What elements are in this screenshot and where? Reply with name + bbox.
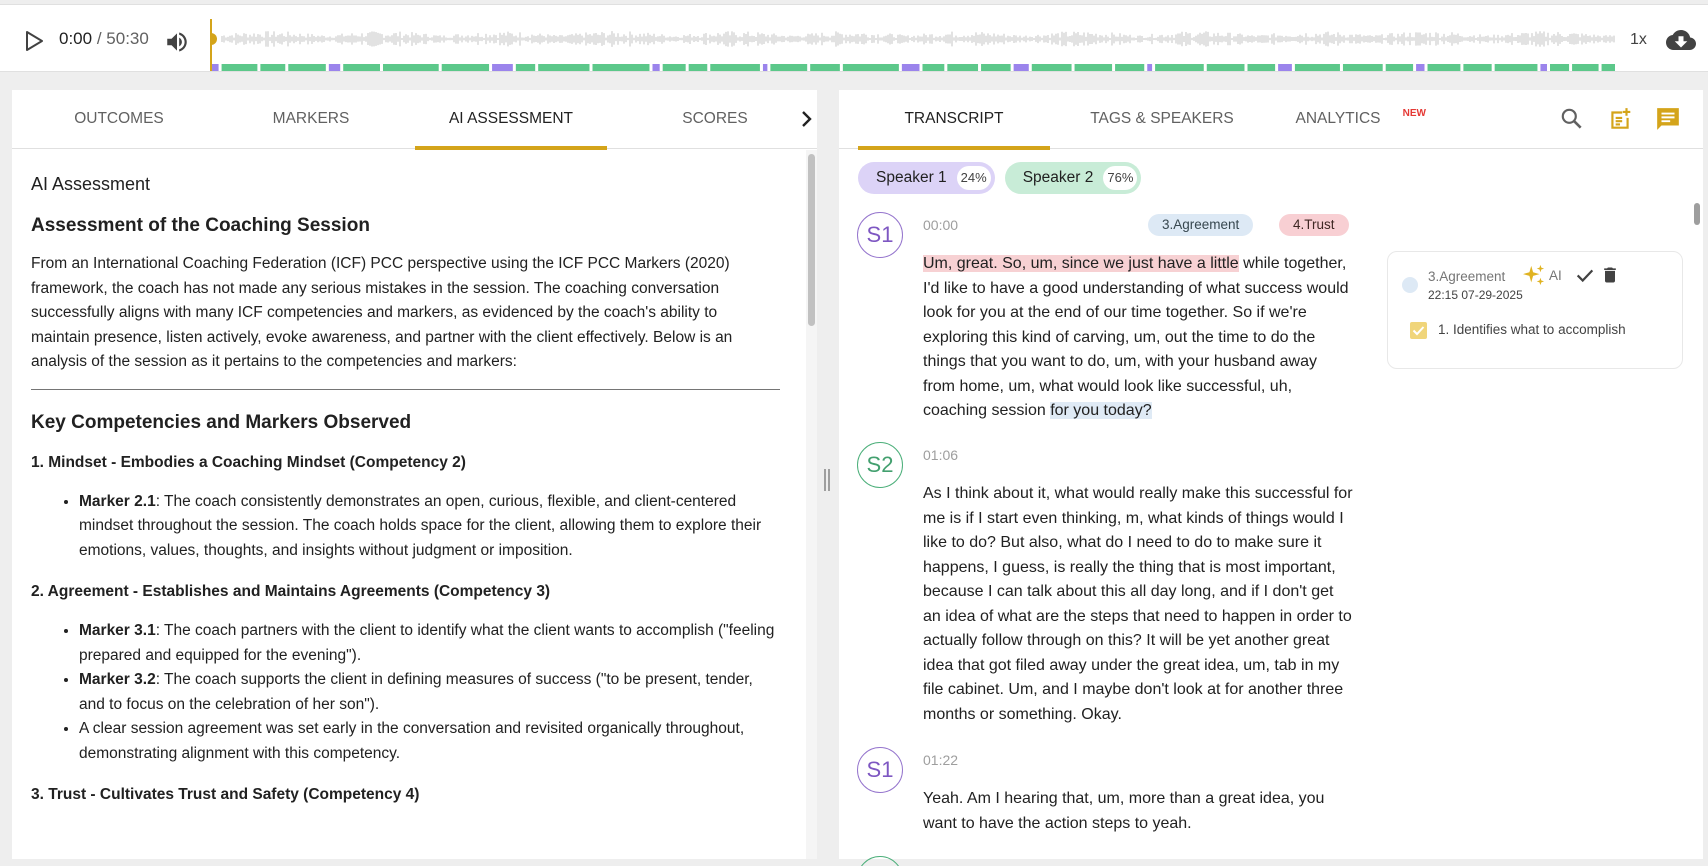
tabs-next-button[interactable]: [799, 108, 815, 135]
right-tabs: [839, 90, 1703, 149]
transcript-scrollbar[interactable]: [1692, 198, 1703, 859]
marker-id: Marker 3.2: [79, 671, 156, 688]
marker-label: 1. Identifies what to accomplish: [1438, 322, 1626, 337]
playback-speed-button[interactable]: 1x: [1630, 31, 1647, 48]
assessment-content: [12, 150, 806, 859]
speaker-chip-1[interactable]: [858, 162, 995, 194]
marker-text: : The coach partners with the client to identify what the client wants to accomplish ("feeling prepared and equipped for the evening").: [79, 622, 775, 664]
competency-heading: 1. Mindset - Embodies a Coaching Mindset (Competency 2): [31, 453, 466, 471]
tab-ai-assessment[interactable]: AI ASSESSMENT: [415, 90, 607, 149]
ai-label: AI: [1549, 267, 1562, 283]
annotation-card: [1387, 251, 1683, 369]
marker-item: [79, 490, 780, 564]
current-time: 0:00: [59, 29, 93, 48]
assessment-intro: From an International Coaching Federation (ICF) PCC perspective using the ICF PCC Markers (2020) framework, the coach has not made any serious mistakes in the session. The coaching conversation successfully aligns with many ICF competencies and markers, as evidenced by the coach's ability to maintain presence, listen actively, evoke awareness, and partner with the client effectively. Below is an analysis of the session as it pertains to the competencies and markers:: [31, 255, 733, 370]
timestamp[interactable]: 01:22: [923, 752, 959, 768]
utterance-text[interactable]: [923, 252, 1353, 424]
tagged-highlight[interactable]: for you today?: [1050, 402, 1152, 419]
speaker-avatar[interactable]: S1: [857, 747, 903, 793]
tab-transcript[interactable]: TRANSCRIPT: [858, 90, 1050, 149]
comment-icon: [1655, 106, 1681, 132]
tag-chip[interactable]: 4.Trust: [1279, 214, 1349, 236]
left-panel: [12, 90, 817, 859]
marker-text: : The coach consistently demonstrates an open, curious, flexible, and client-centered mindset throughout the session. The coach holds space for the client, allowing them to explore their emotions, values, thoughts, and insights without judgment or imposition.: [79, 492, 762, 559]
transcript-scrollbar-thumb[interactable]: [1694, 203, 1700, 225]
volume-icon: [164, 29, 190, 55]
divider: [31, 389, 780, 390]
marker-id: Marker 2.1: [79, 492, 156, 510]
tab-analytics[interactable]: [1280, 90, 1426, 149]
marker-list: [31, 490, 780, 564]
tab-markers[interactable]: MARKERS: [272, 110, 350, 127]
tab-analytics-label: ANALYTICS: [1295, 110, 1381, 127]
speaker-percent: 24%: [957, 166, 991, 190]
speaker-name: Speaker 2: [1022, 169, 1094, 186]
speaker-chips: [858, 162, 1141, 194]
marker-text: : The coach supports the client in defining measures of success ("to be present, tender, and to focus on the celebration of her son").: [79, 671, 753, 713]
marker-text: A clear session agreement was set early in the conversation and revisited organically throughout, demonstrating alignment with this competency.: [79, 720, 745, 762]
checkmark-icon: [1410, 322, 1427, 339]
speaker-avatar[interactable]: S1: [857, 212, 903, 258]
add-note-button[interactable]: [1607, 106, 1633, 137]
tab-scores[interactable]: SCORES: [682, 110, 748, 127]
speaker-avatar[interactable]: S2: [857, 442, 903, 488]
chevron-right-icon: [799, 108, 815, 130]
tag-color-dot: [1402, 277, 1418, 293]
tab-outcomes[interactable]: OUTCOMES: [74, 110, 164, 127]
cloud-download-icon: [1666, 27, 1696, 53]
competency-heading: 2. Agreement - Establishes and Maintains Agreements (Competency 3): [31, 583, 551, 600]
sparkle-icon: [1523, 264, 1545, 286]
annotation-date: 22:15 07-29-2025: [1428, 288, 1523, 302]
panel-splitter[interactable]: [823, 469, 831, 491]
search-icon: [1559, 106, 1585, 132]
left-tabs: [12, 90, 817, 149]
marker-list: [31, 619, 780, 766]
download-button[interactable]: [1666, 27, 1696, 58]
play-icon: [24, 30, 44, 52]
audio-player: [0, 4, 1708, 72]
tag-chip[interactable]: 3.Agreement: [1148, 214, 1253, 236]
time-separator: /: [96, 29, 102, 48]
annotation-tag: 3.Agreement: [1428, 269, 1506, 284]
marker-item: [79, 619, 780, 668]
tagged-highlight[interactable]: Um, great. So, um, since we just have a little: [923, 255, 1239, 272]
waveform-timeline[interactable]: [210, 19, 1615, 71]
check-icon: [1574, 264, 1596, 286]
speaker-name: Speaker 1: [876, 169, 947, 186]
utterance-text[interactable]: As I think about it, what would really make this successful for me is if I start even thinking, m, what kinds of things would I like to do? But also, what do I need to do to make sure it happens, I guess, is really the thing that is most important, because I can talk about this all day long, and if I don't get an idea of what are the steps that need to happen in order to actually follow through on this? It will be yet another great idea that got filed away under the great idea, um, tab in my file cabinet. Um, and I maybe don't look at for another three months or something. Okay.: [923, 485, 1353, 723]
speaker-chip-2[interactable]: [1005, 162, 1142, 194]
marker-item: [79, 717, 780, 766]
marker-checkbox[interactable]: [1410, 322, 1427, 339]
time-display: [59, 29, 149, 49]
delete-annotation-button[interactable]: [1600, 264, 1620, 291]
timestamp[interactable]: 01:06: [923, 447, 959, 463]
next-turn-peek: [857, 856, 903, 866]
assessment-title: Assessment of the Coaching Session: [31, 215, 370, 236]
ai-indicator: [1523, 264, 1562, 286]
add-note-icon: [1607, 106, 1633, 132]
utterance-body: while together, I'd like to have a good understanding of what success would look for you at the end of our time together. So if we're exploring this kind of carving, um, out the time to do the things that you want to do, um, with your husband away from home, um, what would look like successful, uh, coaching session: [923, 255, 1349, 419]
trash-icon: [1600, 264, 1620, 286]
search-button[interactable]: [1559, 106, 1585, 137]
speaker-percent: 76%: [1103, 166, 1137, 190]
tab-tags-speakers[interactable]: TAGS & SPEAKERS: [1090, 110, 1234, 127]
section-label: AI Assessment: [31, 174, 151, 194]
key-competencies-title: Key Competencies and Markers Observed: [31, 411, 412, 433]
content-scrollbar-thumb[interactable]: [808, 154, 815, 326]
accept-annotation-button[interactable]: [1574, 264, 1596, 291]
play-button[interactable]: [24, 30, 44, 52]
utterance-text[interactable]: Yeah. Am I hearing that, um, more than a great idea, you want to have the action steps to yeah.: [923, 790, 1325, 832]
right-panel: [839, 90, 1703, 859]
timestamp[interactable]: 00:00: [923, 217, 959, 233]
total-time: 50:30: [106, 29, 149, 48]
competency-heading: 3. Trust - Cultivates Trust and Safety (Competency 4): [31, 786, 420, 803]
new-badge: NEW: [1402, 108, 1426, 119]
comments-button[interactable]: [1655, 106, 1681, 137]
marker-id: Marker 3.1: [79, 622, 156, 639]
volume-button[interactable]: [164, 29, 190, 60]
marker-item: [79, 668, 780, 717]
